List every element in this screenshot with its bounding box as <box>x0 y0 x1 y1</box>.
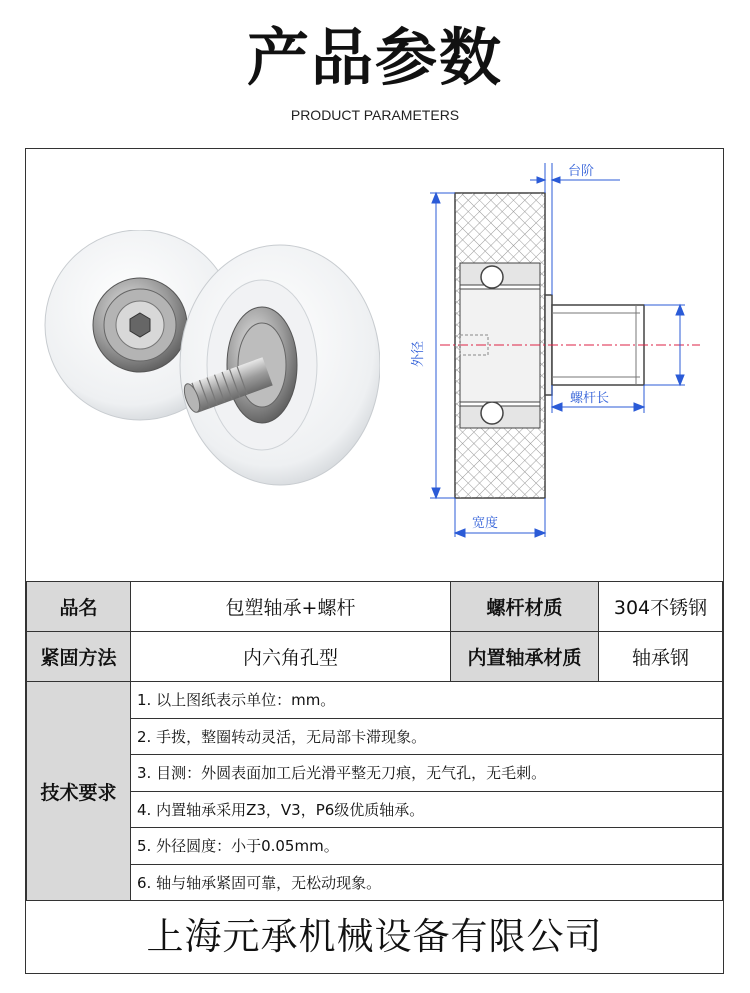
tech-row <box>27 755 723 792</box>
spec-value: 轴承钢 <box>599 632 723 682</box>
wheel-front <box>180 245 380 485</box>
spec-row <box>27 632 723 682</box>
page-title: 产品参数 <box>246 21 503 94</box>
technical-drawing <box>400 155 720 545</box>
spec-label: 内置轴承材质 <box>451 632 599 682</box>
product-photo <box>40 230 380 490</box>
tech-row <box>27 682 723 719</box>
page-subtitle: PRODUCT PARAMETERS <box>290 107 460 123</box>
tech-item: 4. 内置轴承采用Z3，V3，P6级优质轴承。 <box>131 791 723 828</box>
tech-item: 1. 以上图纸表示单位：mm。 <box>131 682 723 719</box>
company-name: 上海元承机械设备有限公司 <box>26 900 723 973</box>
tech-item: 2. 手拨，整圈转动灵活，无局部卡滞现象。 <box>131 718 723 755</box>
width-label: 宽度 <box>472 516 499 531</box>
tech-item: 3. 目测：外圆表面加工后光滑平整无刀痕，无气孔，无毛刺。 <box>131 755 723 792</box>
tech-requirements-table <box>26 681 723 901</box>
tech-row <box>27 864 723 901</box>
spec-label: 紧固方法 <box>27 632 131 682</box>
tech-row <box>27 791 723 828</box>
tech-item: 5. 外径圆度：小于0.05mm。 <box>131 828 723 865</box>
tech-item: 6. 轴与轴承紧固可靠，无松动现象。 <box>131 864 723 901</box>
spec-value: 304不锈钢 <box>599 582 723 632</box>
spec-value: 包塑轴承+螺杆 <box>131 582 451 632</box>
step-label: 台阶 <box>568 164 595 179</box>
tech-row <box>27 828 723 865</box>
outer-diameter-label: 外径 <box>411 340 426 367</box>
tech-row <box>27 718 723 755</box>
screw-length-label: 螺杆长 <box>570 391 610 406</box>
spec-label: 品名 <box>27 582 131 632</box>
spec-table <box>26 581 723 682</box>
tech-label: 技术要求 <box>27 682 131 901</box>
spec-label: 螺杆材质 <box>451 582 599 632</box>
spec-value: 内六角孔型 <box>131 632 451 682</box>
spec-row <box>27 582 723 632</box>
